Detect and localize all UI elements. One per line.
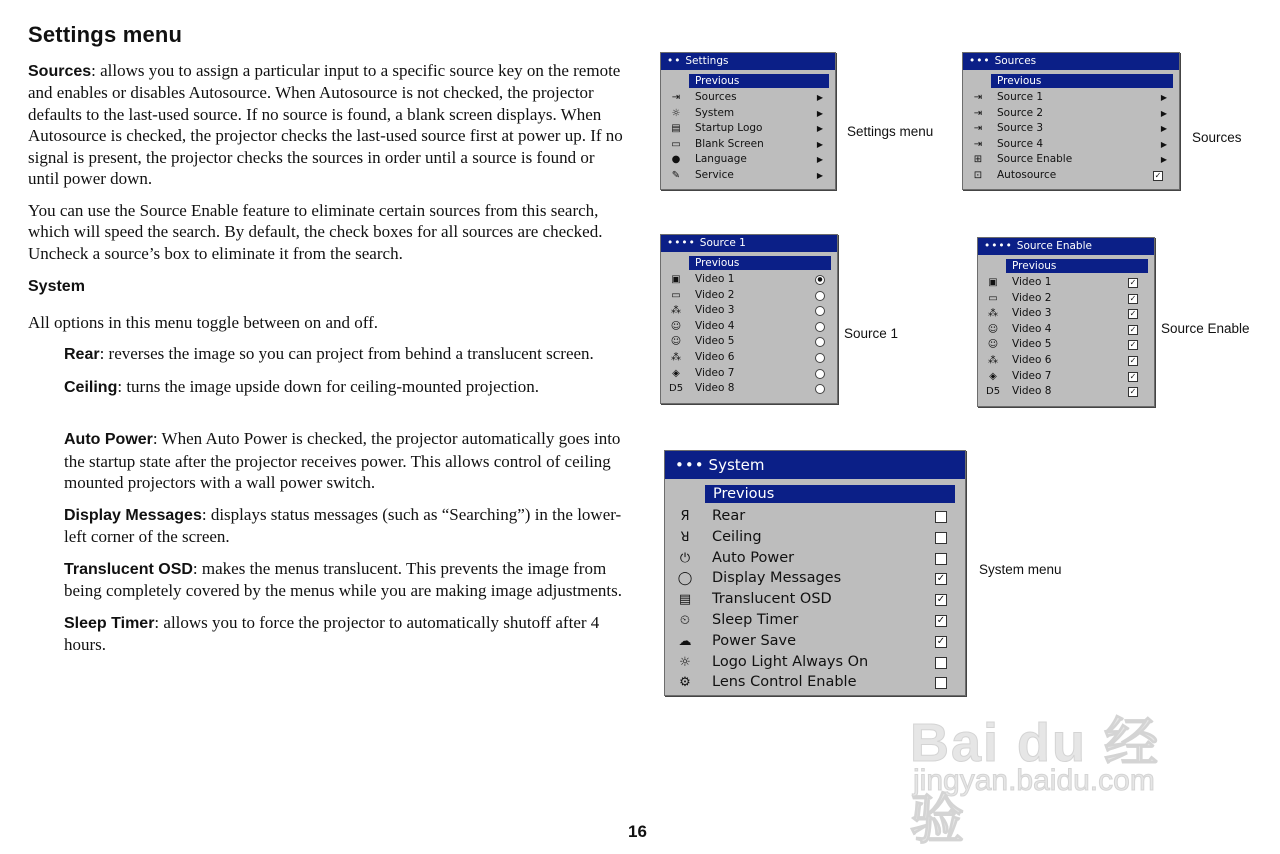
- globe-icon: ●: [671, 154, 681, 166]
- submenu-arrow-icon: ▶: [1160, 139, 1167, 149]
- menu-item[interactable]: [978, 384, 1154, 400]
- toggle-checkbox[interactable]: ✓: [1129, 387, 1137, 397]
- toggle-checkbox[interactable]: ✓: [936, 594, 946, 606]
- menu-level-dots: ••••: [984, 240, 1013, 252]
- menu-item[interactable]: [661, 90, 835, 106]
- menu-title: Source 1: [699, 237, 746, 249]
- menu-item[interactable]: [963, 106, 1179, 122]
- translucent-term: Translucent OSD: [64, 560, 193, 578]
- component-icon: ⁂: [671, 305, 681, 317]
- settings-osd-menu: [660, 52, 836, 190]
- ceiling-paragraph: [64, 376, 623, 399]
- display-messages-description: : displays status messages (such as “Searching”) in the lower-left corner of the screen.: [64, 504, 622, 546]
- menu-item[interactable]: [661, 366, 837, 382]
- menu-item-label: System: [695, 106, 735, 119]
- system-intro: All options in this menu toggle between on and off.: [28, 312, 379, 332]
- source-enable-osd-menu: [977, 237, 1155, 407]
- menu-level-dots: •••: [969, 55, 991, 67]
- rear-paragraph: [64, 343, 623, 366]
- submenu-arrow-icon: ▶: [1160, 108, 1167, 118]
- menu-item[interactable]: [963, 168, 1179, 184]
- menu-item-label: Video 1: [695, 273, 735, 285]
- submenu-arrow-icon: ▶: [816, 108, 823, 118]
- display-messages-paragraph: [64, 504, 623, 548]
- logo-icon: ▤: [671, 123, 681, 135]
- source1-osd-menu: [660, 234, 838, 404]
- translucent-description: : makes the menus translucent. This prevents the image from being completely covered by the menus while you are making image adjustments.: [64, 558, 623, 600]
- source-icon: ⇥: [973, 107, 983, 119]
- monitor-icon: ▭: [988, 292, 998, 304]
- submenu-arrow-icon: ▶: [816, 139, 823, 149]
- menu-item-label: Rear: [712, 508, 746, 524]
- toggle-checkbox[interactable]: ✓: [936, 573, 946, 585]
- menu-item-label: Source Enable: [997, 153, 1073, 166]
- toggle-checkbox[interactable]: ✓: [1129, 340, 1137, 350]
- auto-power-description: : When Auto Power is checked, the projector automatically goes into the startup state after the projector receives power. This allows control of ceiling mounted projectors with a wall power switch.: [64, 429, 621, 492]
- menu-item-label: Power Save: [712, 632, 797, 649]
- system-osd-menu: [664, 450, 966, 696]
- menu-title-bar: [665, 451, 965, 479]
- menu-item-label: Video 2: [1012, 291, 1052, 304]
- menu-item-label: Source 3: [997, 122, 1044, 135]
- svideo-icon: ☺: [670, 336, 682, 348]
- page-title: Settings menu: [28, 22, 183, 47]
- lens-control-icon: ⚙: [679, 675, 691, 691]
- submenu-arrow-icon: ▶: [816, 155, 823, 165]
- sleep-timer-icon: ⏲: [679, 612, 691, 628]
- menu-item-label: Video 1: [1012, 276, 1052, 288]
- menu-previous-item[interactable]: Previous: [689, 256, 831, 270]
- menu-item[interactable]: [978, 291, 1154, 307]
- translucent-paragraph: [64, 558, 623, 602]
- logo-light-icon: ☼: [679, 654, 691, 670]
- menu-item[interactable]: [665, 652, 965, 673]
- menu-item-label: Video 5: [1012, 338, 1052, 351]
- menu-item-label: Source 2: [997, 106, 1044, 119]
- toggle-checkbox[interactable]: ✓: [1129, 371, 1137, 381]
- source-enable-paragraph: You can use the Source Enable feature to eliminate certain sources from this search, which will speed the search. By default, the check boxes for all sources are checked. Uncheck a source’s box to eliminate it from the search.: [28, 200, 603, 263]
- menu-item-label: Video 8: [1012, 385, 1052, 398]
- menu-item[interactable]: [963, 152, 1179, 168]
- menu-item[interactable]: [661, 152, 835, 168]
- menu-item-label: Language: [695, 153, 747, 166]
- menu-item[interactable]: [978, 337, 1154, 353]
- menu-item-label: Video 5: [695, 335, 735, 348]
- menu-item[interactable]: [665, 568, 965, 589]
- source-icon: ⇥: [973, 123, 983, 135]
- source-radio-button[interactable]: [815, 384, 825, 394]
- menu-item-label: Video 4: [695, 319, 735, 332]
- component-icon: ⁂: [671, 351, 681, 363]
- menu-item-label: Video 7: [1012, 369, 1052, 382]
- menu-title-bar: [963, 53, 1179, 70]
- toggle-checkbox[interactable]: ✓: [936, 635, 946, 647]
- toggle-checkbox[interactable]: ✓: [1129, 278, 1137, 287]
- menu-item[interactable]: [661, 350, 837, 366]
- submenu-arrow-icon: ▶: [1160, 124, 1167, 134]
- sleep-timer-term: Sleep Timer: [64, 614, 155, 632]
- menu-item-label: Sleep Timer: [712, 611, 799, 628]
- menu-item[interactable]: [665, 631, 965, 652]
- autosource-checkbox[interactable]: ✓: [1154, 170, 1162, 180]
- svideo-icon: ☺: [670, 320, 682, 332]
- toggle-checkbox[interactable]: ✓: [1129, 293, 1137, 303]
- menu-item[interactable]: [661, 137, 835, 153]
- menu-level-dots: ••: [667, 55, 682, 67]
- menu-previous-item[interactable]: Previous: [689, 74, 829, 88]
- menu-item-label: Startup Logo: [695, 122, 763, 135]
- component-icon: ⁂: [988, 308, 998, 320]
- menu-item[interactable]: [661, 381, 837, 397]
- menu-item-label: Video 2: [695, 288, 735, 301]
- menu-title-bar: [661, 53, 835, 70]
- menu-item[interactable]: [978, 306, 1154, 322]
- menu-item[interactable]: [963, 137, 1179, 153]
- menu-previous-item[interactable]: Previous: [991, 74, 1173, 88]
- rear-term: Rear: [64, 346, 100, 363]
- system-icon: ☼: [671, 107, 681, 119]
- menu-item-label: Video 6: [695, 350, 735, 363]
- system-heading: System: [28, 278, 85, 295]
- menu-item-label: Service: [695, 168, 734, 181]
- component-icon: ⁂: [988, 354, 998, 366]
- sources-term: Sources: [28, 62, 92, 80]
- menu-item[interactable]: [665, 506, 965, 527]
- menu-item-label: Blank Screen: [695, 137, 764, 150]
- rear-description: : reverses the image so you can project from behind a translucent screen.: [99, 344, 594, 363]
- svideo-icon: ☺: [987, 339, 999, 351]
- source-radio-button[interactable]: [815, 306, 825, 316]
- menu-item[interactable]: [661, 334, 837, 350]
- sources-paragraph: [28, 60, 623, 190]
- source-icon: ⇥: [973, 138, 983, 150]
- menu-title-bar: [661, 235, 837, 252]
- menu-item[interactable]: [661, 319, 837, 335]
- menu-item[interactable]: [665, 527, 965, 548]
- menu-level-dots: •••: [675, 456, 705, 474]
- menu-item-label: Lens Control Enable: [712, 674, 857, 691]
- menu-item[interactable]: [963, 121, 1179, 137]
- svideo-icon: ☺: [987, 323, 999, 335]
- video-icon: ▣: [988, 277, 998, 288]
- toggle-checkbox[interactable]: [935, 511, 947, 523]
- menu-level-dots: ••••: [667, 237, 696, 249]
- menu-item-label: Video 3: [1012, 307, 1052, 320]
- sources-osd-menu: [962, 52, 1180, 190]
- menu-item[interactable]: [661, 106, 835, 122]
- menu-item-label: Video 7: [695, 366, 735, 379]
- menu-item-label: Ceiling: [712, 528, 762, 545]
- menu-item-label: Video 4: [1012, 322, 1052, 335]
- blank-screen-icon: ▭: [671, 138, 681, 150]
- source-enable-icon: ⊞: [973, 154, 983, 166]
- monitor-icon: ▭: [671, 289, 681, 301]
- menu-title: Source Enable: [1016, 240, 1092, 252]
- toggle-checkbox[interactable]: [935, 532, 947, 544]
- menu-item-label: Autosource: [997, 168, 1057, 181]
- source-radio-button[interactable]: [815, 337, 825, 347]
- toggle-checkbox[interactable]: ✓: [1129, 309, 1137, 319]
- watermark-brand: Bai du 经验: [910, 713, 1161, 850]
- source-radio-button[interactable]: [815, 353, 825, 363]
- menu-item[interactable]: [665, 548, 965, 569]
- menu-item-label: Sources: [695, 91, 737, 103]
- menu-item[interactable]: [978, 353, 1154, 369]
- menu-item[interactable]: [963, 90, 1179, 106]
- submenu-arrow-icon: ▶: [1160, 93, 1167, 102]
- system-menu-caption: System menu: [979, 562, 1062, 577]
- source-icon: ⇥: [973, 92, 983, 103]
- menu-item[interactable]: [661, 121, 835, 137]
- source-icon: ⇥: [671, 92, 681, 103]
- sleep-timer-description: : allows you to force the projector to automatically shutoff after 4 hours.: [64, 612, 600, 654]
- source1-caption: Source 1: [844, 326, 899, 341]
- power-save-icon: ☁: [678, 633, 692, 649]
- menu-title: Settings: [685, 55, 729, 67]
- ceiling-description: : turns the image upside down for ceiling-mounted projection.: [117, 376, 539, 396]
- submenu-arrow-icon: ▶: [1160, 155, 1167, 165]
- toggle-checkbox[interactable]: [935, 657, 947, 669]
- menu-item[interactable]: [978, 369, 1154, 385]
- message-icon: ◯: [677, 571, 693, 587]
- wrench-icon: ✎: [671, 169, 681, 181]
- translucent-icon: ▤: [678, 592, 692, 608]
- menu-item[interactable]: [978, 322, 1154, 338]
- menu-item-label: Video 6: [1012, 353, 1052, 366]
- settings-menu-caption: Settings menu: [847, 124, 934, 139]
- menu-item[interactable]: [665, 610, 965, 631]
- source-enable-caption: Source Enable: [1161, 321, 1250, 336]
- autosource-icon: ⊡: [973, 169, 983, 181]
- toggle-checkbox[interactable]: ✓: [936, 614, 946, 626]
- video-icon: ▣: [671, 274, 681, 285]
- menu-item[interactable]: [661, 288, 837, 304]
- menu-item[interactable]: [978, 275, 1154, 291]
- menu-item[interactable]: [665, 589, 965, 610]
- source-radio-button[interactable]: ●: [815, 275, 825, 285]
- submenu-arrow-icon: ▶: [816, 170, 823, 180]
- submenu-arrow-icon: ▶: [816, 93, 823, 102]
- toggle-checkbox[interactable]: [935, 553, 947, 565]
- d5-icon: D5: [986, 386, 1001, 398]
- rear-icon: Я: [680, 509, 690, 524]
- composite-icon: ◈: [989, 370, 997, 382]
- menu-item[interactable]: [661, 303, 837, 319]
- menu-title: Sources: [994, 55, 1037, 67]
- ceiling-term: Ceiling: [64, 378, 118, 396]
- watermark: [905, 680, 1205, 850]
- left-column: [28, 24, 623, 666]
- toggle-checkbox[interactable]: ✓: [1129, 324, 1137, 334]
- sources-caption: Sources: [1192, 130, 1242, 145]
- menu-item-label: Source 1: [997, 91, 1044, 103]
- toggle-checkbox[interactable]: ✓: [1129, 355, 1137, 365]
- menu-item[interactable]: [661, 168, 835, 184]
- source-radio-button[interactable]: [815, 322, 825, 332]
- display-messages-term: Display Messages: [64, 506, 202, 524]
- source-radio-button[interactable]: [815, 291, 825, 301]
- menu-item-label: Source 4: [997, 137, 1044, 150]
- composite-icon: ◈: [672, 367, 680, 379]
- menu-item-label: Display Messages: [712, 570, 842, 587]
- ceiling-icon: ꓤ: [680, 529, 690, 545]
- menu-item[interactable]: [661, 272, 837, 288]
- menu-previous-item[interactable]: Previous: [705, 485, 955, 503]
- menu-title: System: [708, 456, 765, 474]
- menu-item-label: Logo Light Always On: [712, 653, 869, 670]
- menu-previous-item[interactable]: Previous: [1006, 259, 1148, 273]
- menu-item-label: Video 3: [695, 304, 735, 317]
- auto-power-term: Auto Power: [64, 431, 153, 448]
- menu-item-label: Translucent OSD: [712, 591, 832, 608]
- sleep-timer-paragraph: [64, 612, 623, 656]
- page-number: 16: [628, 822, 647, 841]
- submenu-arrow-icon: ▶: [816, 124, 823, 134]
- source-radio-button[interactable]: [815, 369, 825, 379]
- d5-icon: D5: [669, 383, 684, 395]
- sources-description: : allows you to assign a particular input to a specific source key on the remote and enables or disables Autosource. When Autosource is not checked, the projector defaults to the last-used source. If no source is found, a blank screen displays. When Autosource is checked, the projector checks the last-used source first at power up. If no signal is present, the projector checks the sources in order until a source is found or until power down.: [28, 60, 623, 188]
- auto-power-icon: ⏻: [679, 550, 691, 566]
- spacer: [28, 408, 623, 428]
- watermark-url: jingyan.baidu.com: [913, 764, 1155, 797]
- auto-power-paragraph: [64, 428, 623, 494]
- menu-item-label: Auto Power: [712, 549, 795, 566]
- menu-item-label: Video 8: [695, 382, 735, 395]
- menu-title-bar: [978, 238, 1154, 255]
